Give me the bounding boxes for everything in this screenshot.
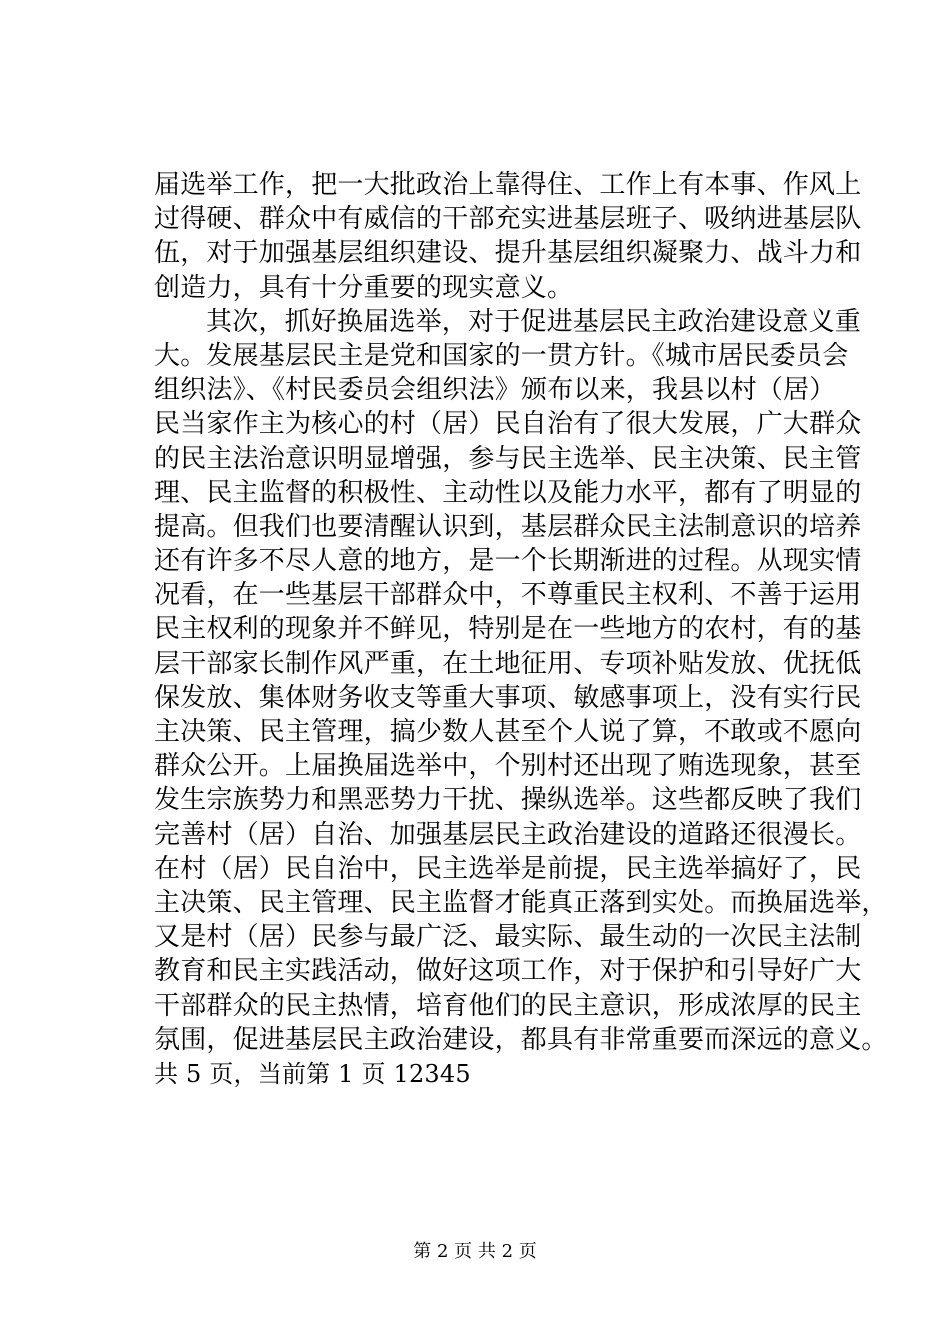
text-line: 发生宗族势力和黑恶势力干扰、操纵选举。这些都反映了我们 [154,785,862,816]
document-body [154,168,888,1091]
text-line: 伍，对于加强基层组织建设、提升基层组织凝聚力、战斗力和 [154,238,862,269]
page-footer: 第 2 页 共 2 页 [413,1241,537,1262]
text-line: 创造力，具有十分重要的现实意义。 [154,272,574,303]
text-line: 完善村（居）自治、加强基层民主政治建设的道路还很漫长。 [154,819,862,850]
pagination-text: 共 5 页，当前第 1 页 12345 [154,1059,471,1088]
text-line: 氛围，促进基层民主政治建设，都具有非常重要而深远的意义。 [154,1024,888,1055]
text-line: 民主权利的现象并不鲜见，特别是在一些地方的农村，有的基 [154,614,862,645]
text-line: 大。发展基层民主是党和国家的一贯方针。《城市居民委员会 [154,340,849,371]
text-line: 主决策、民主管理、民主监督才能真正落到实处。而换届选举， [154,887,888,918]
text-line: 在村（居）民自治中，民主选举是前提，民主选举搞好了，民 [154,853,862,884]
text-line: 的民主法治意识明显增强，参与民主选举、民主决策、民主管 [154,443,862,474]
text-line: 又是村（居）民参与最广泛、最实际、最生动的一次民主法制 [154,922,862,953]
text-line: 层干部家长制作风严重，在土地征用、专项补贴发放、优抚低 [154,648,862,679]
text-line: 过得硬、群众中有威信的干部充实进基层班子、吸纳进基层队 [154,204,862,235]
text-line: 保发放、集体财务收支等重大事项、敏感事项上，没有实行民 [154,682,862,713]
text-line: 还有许多不尽人意的地方，是一个长期渐进的过程。从现实情 [154,546,862,577]
text-line: 理、民主监督的积极性、主动性以及能力水平，都有了明显的 [154,477,862,508]
text-line: 提高。但我们也要清醒认识到，基层群众民主法制意识的培养 [154,511,862,542]
text-line: 主决策、民主管理，搞少数人甚至个人说了算，不敢或不愿向 [154,717,862,747]
text-line: 干部群众的民主热情，培育他们的民主意识，形成浓厚的民主 [154,990,862,1021]
text-line: 届选举工作，把一大批政治上靠得住、工作上有本事、作风上 [154,170,862,200]
text-line: 群众公开。上届换届选举中，个别村还出现了贿选现象，甚至 [154,751,862,782]
text-line: 况看，在一些基层干部群众中，不尊重民主权利、不善于运用 [154,580,862,611]
text-line: 民当家作主为核心的村（居）民自治有了很大发展，广大群众 [154,409,862,440]
paragraph-first-line: 其次，抓好换届选举，对于促进基层民主政治建设意义重 [206,306,862,337]
text-line: 教育和民主实践活动，做好这项工作，对于保护和引导好广大 [154,956,862,987]
text-line: 组织法》、《村民委员会组织法》颁布以来，我县以村（居） [154,375,836,406]
